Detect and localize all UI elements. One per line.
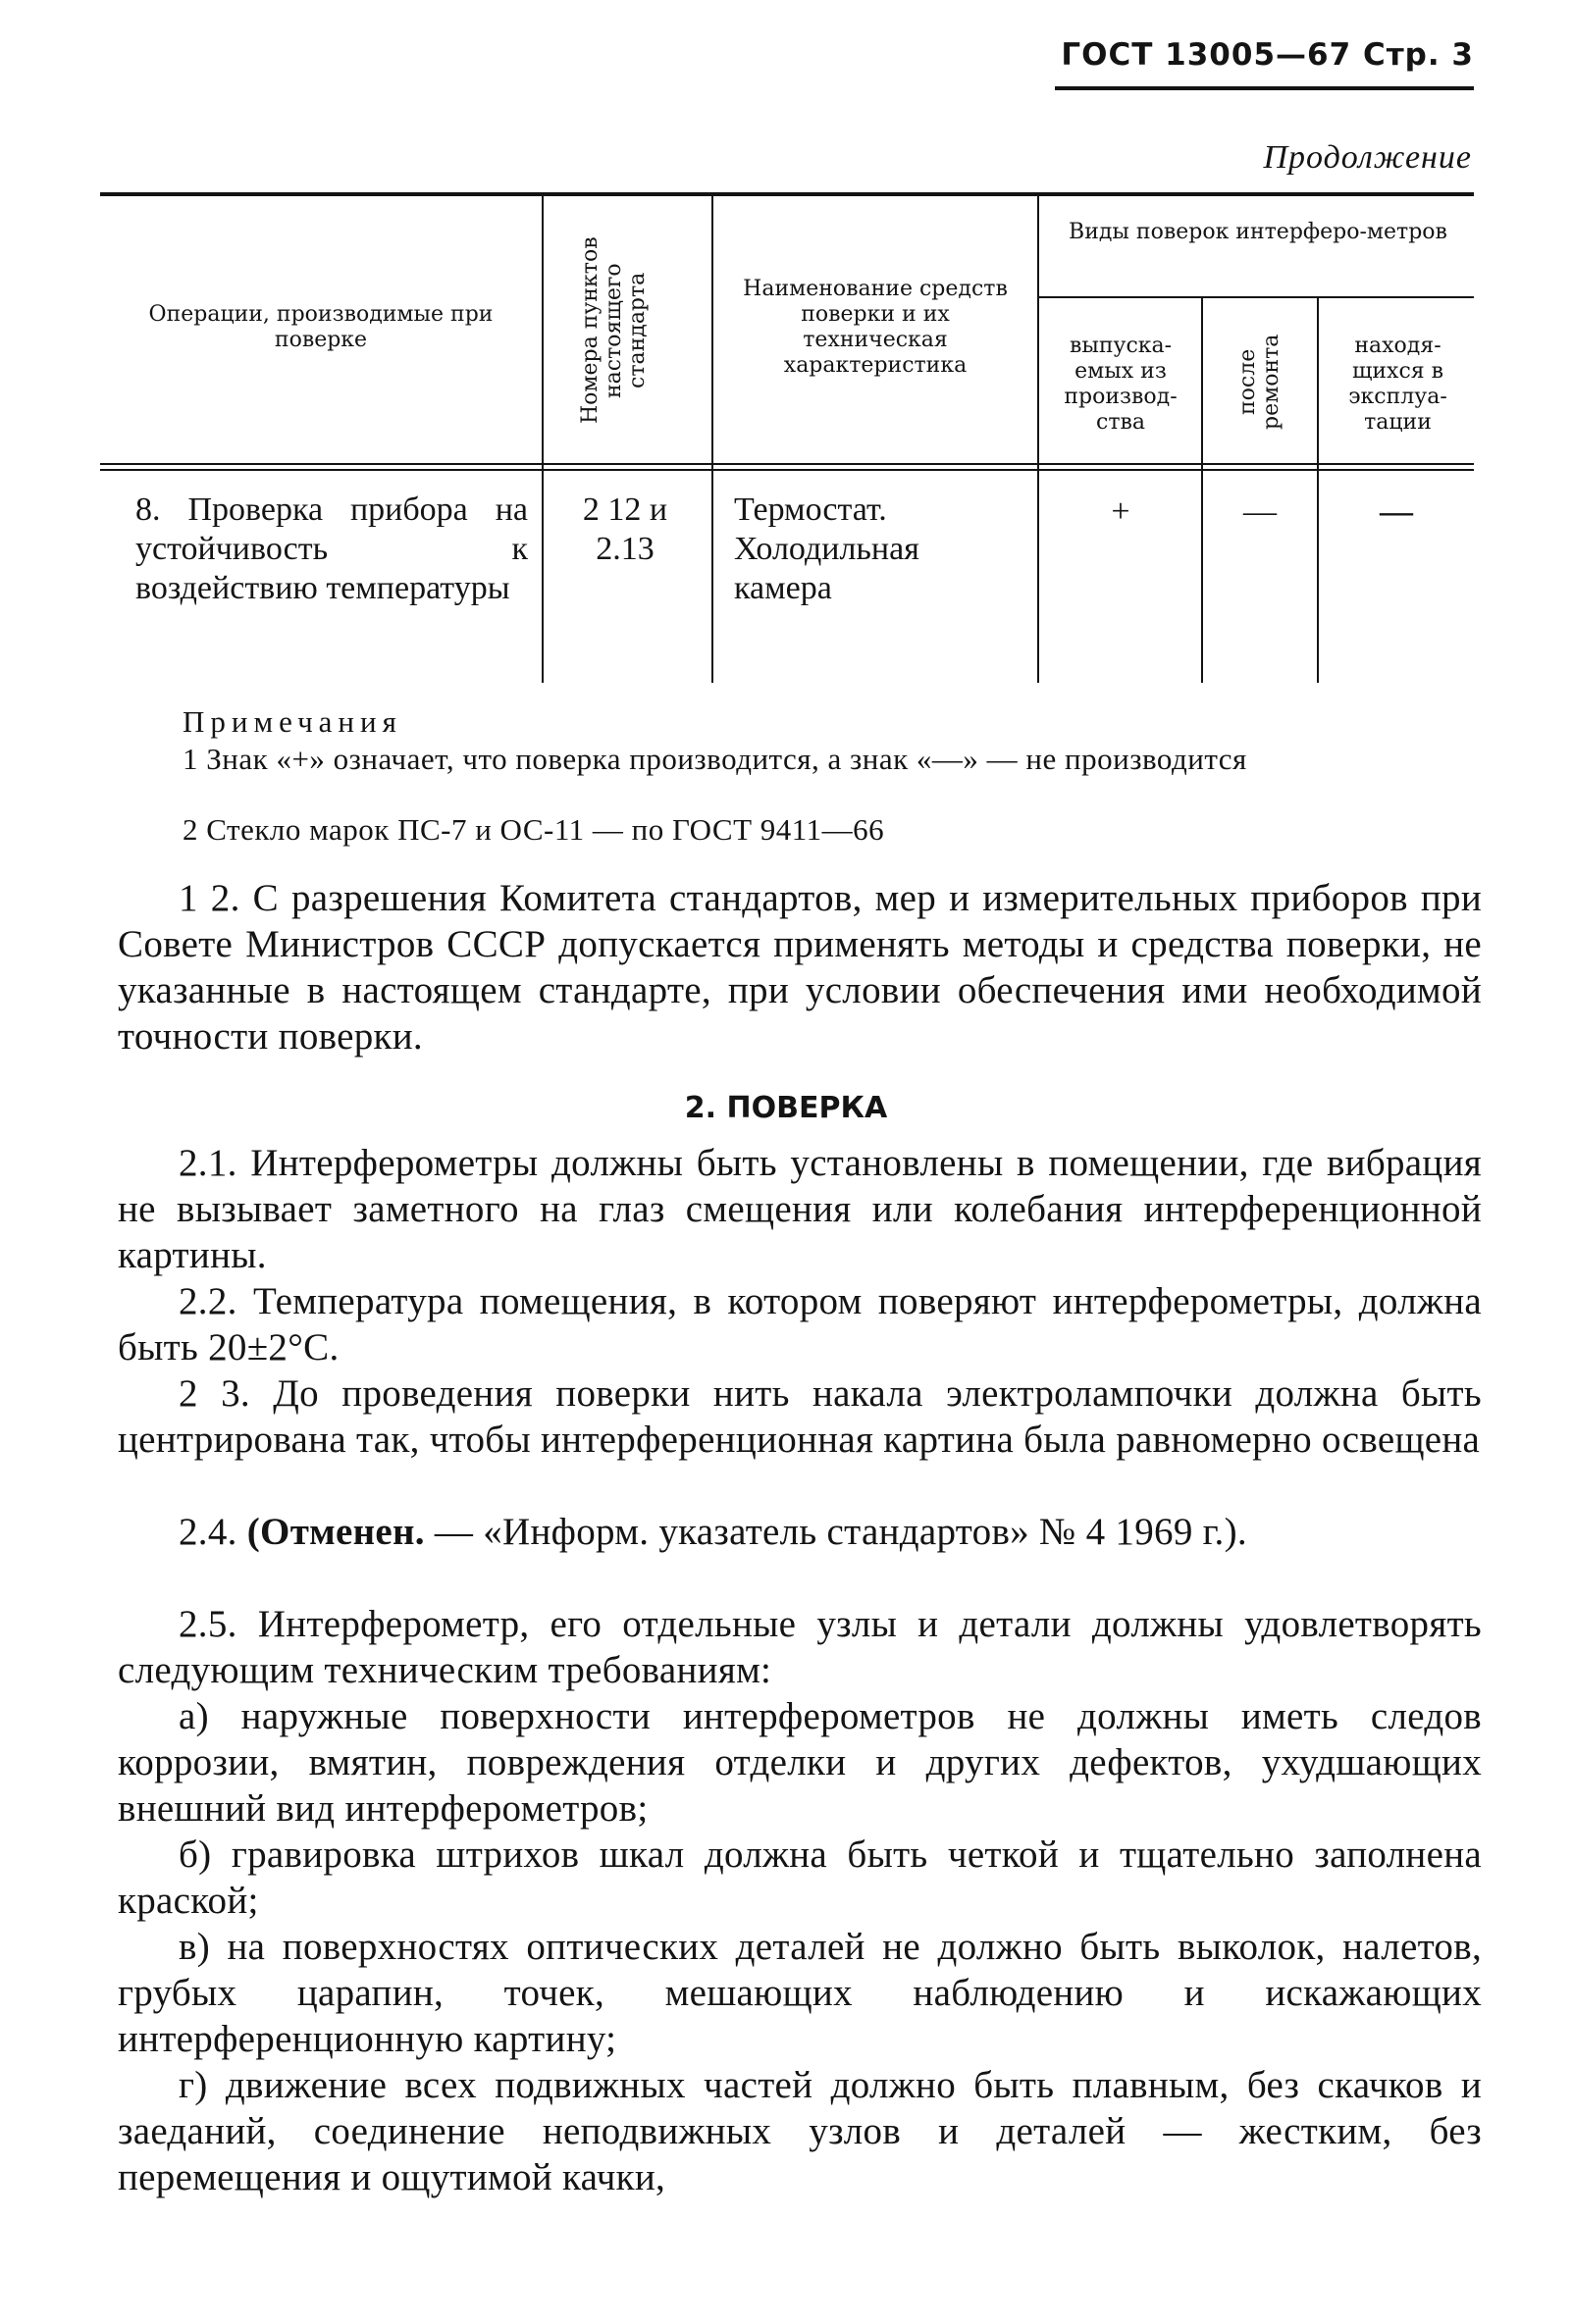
col-divider-5 bbox=[1317, 296, 1319, 683]
header-in-operation: находя-щихся в эксплуа-тации bbox=[1348, 334, 1447, 435]
notes-title: Примечания bbox=[183, 704, 402, 739]
note-1: 1 Знак «+» означает, что поверка производится, а знак «—» — не производится bbox=[183, 742, 1247, 776]
table-row-clauses: 2 12 и 2.13 bbox=[582, 491, 668, 567]
section-title: 2. ПОВЕРКА bbox=[684, 1091, 888, 1125]
continuation-label: Продолжение bbox=[1263, 139, 1472, 176]
requirement-a-text: а) наружные поверхности интерферометров не должны иметь следов коррозии, вмятин, повреждения отделки и других дефектов, ухудшающих внешний вид интерферометров; bbox=[118, 1695, 1482, 1830]
header-types-group: Виды поверок интерферо-метров bbox=[1069, 220, 1447, 244]
table-row-released: + bbox=[1111, 493, 1130, 530]
paragraph-2-3 bbox=[118, 1370, 1482, 1463]
table-top-rule bbox=[100, 192, 1474, 196]
paragraph-2-4-text: — «Информ. указатель стандартов» № 4 1969 г.). bbox=[434, 1511, 1247, 1553]
header-operations: Операции, производимые при поверке bbox=[148, 302, 494, 352]
table-row-in-operation: — bbox=[1380, 493, 1413, 530]
paragraph-2-1 bbox=[118, 1140, 1482, 1278]
header-clause-numbers: Номера пунктов настоящего стандарта bbox=[578, 236, 650, 425]
table-row-after-repair: — bbox=[1243, 493, 1277, 530]
header-bottom-rule-1 bbox=[100, 463, 1474, 465]
paragraph-2-5 bbox=[118, 1601, 1482, 1693]
subheader-rule bbox=[1037, 296, 1474, 298]
table-row-means: Термостат. Холодильная камера bbox=[734, 491, 919, 606]
paragraph-2-4 bbox=[118, 1509, 1482, 1555]
requirement-a bbox=[118, 1693, 1482, 1832]
paragraph-2-4-number: 2.4. bbox=[179, 1511, 237, 1553]
header-rule bbox=[1055, 86, 1474, 90]
requirement-b bbox=[118, 1832, 1482, 1924]
requirement-d-text: г) движение всех подвижных частей должно быть плавным, без скачков и заеданий, соединение неподвижных узлов и деталей — жестким, без перемещения и ощутимой качки, bbox=[118, 2064, 1482, 2198]
requirement-d bbox=[118, 2062, 1482, 2200]
paragraph-2-2 bbox=[118, 1278, 1482, 1370]
header-released: выпуска-емых из производ-ства bbox=[1064, 334, 1178, 435]
requirement-c-text: в) на поверхностях оптических деталей не должно быть выколок, налетов, грубых царапин, точек, мешающих наблюдению и искажающих интерференционную картину; bbox=[118, 1926, 1482, 2060]
running-head: ГОСТ 13005—67 Стр. 3 bbox=[1061, 37, 1474, 73]
requirement-b-text: б) гравировка штрихов шкал должна быть четкой и тщательно заполнена краской; bbox=[118, 1833, 1482, 1922]
clause-1-2-text: 1 2. С разрешения Комитета стандартов, мер и измерительных приборов при Совете Министров СССР допускается применять методы и средства поверки, не указанные в настоящем стандарте, при условии обеспечения ими необходимой точности поверки. bbox=[118, 877, 1482, 1058]
requirement-c bbox=[118, 1924, 1482, 2062]
paragraph-2-1-text: 2.1. Интерферометры должны быть установлены в помещении, где вибрация не вызывает заметного на глаз смещения или колебания интерференционной картины. bbox=[118, 1142, 1482, 1276]
paragraph-2-5-text: 2.5. Интерферометр, его отдельные узлы и детали должны удовлетворять следующим техническим требованиям: bbox=[118, 1603, 1482, 1691]
table-row-operation: 8. Проверка прибора на устойчивость к воздействию температуры bbox=[135, 491, 528, 606]
header-means: Наименование средств поверки и их техническая характеристика bbox=[743, 277, 1008, 378]
paragraph-2-4-cancelled: (Отменен. bbox=[246, 1511, 425, 1553]
col-divider-3 bbox=[1037, 192, 1039, 683]
col-divider-2 bbox=[711, 192, 713, 683]
col-divider-4 bbox=[1201, 296, 1203, 683]
paragraph-2-3-text: 2 3. До проведения поверки нить накала электролампочки должна быть центрирована так, чтобы интерференционная картина была равномерно освещена bbox=[118, 1372, 1482, 1461]
verification-table bbox=[100, 192, 1474, 683]
note-2: 2 Стекло марок ПС-7 и ОС-11 — по ГОСТ 9411—66 bbox=[183, 812, 885, 847]
col-divider-1 bbox=[542, 192, 544, 683]
paragraph-2-2-text: 2.2. Температура помещения, в котором поверяют интерферометры, должна быть 20±2°С. bbox=[118, 1280, 1482, 1369]
header-after-repair: после ремонта bbox=[1235, 334, 1284, 430]
header-bottom-rule-2 bbox=[100, 469, 1474, 471]
clause-1-2 bbox=[118, 875, 1482, 1059]
